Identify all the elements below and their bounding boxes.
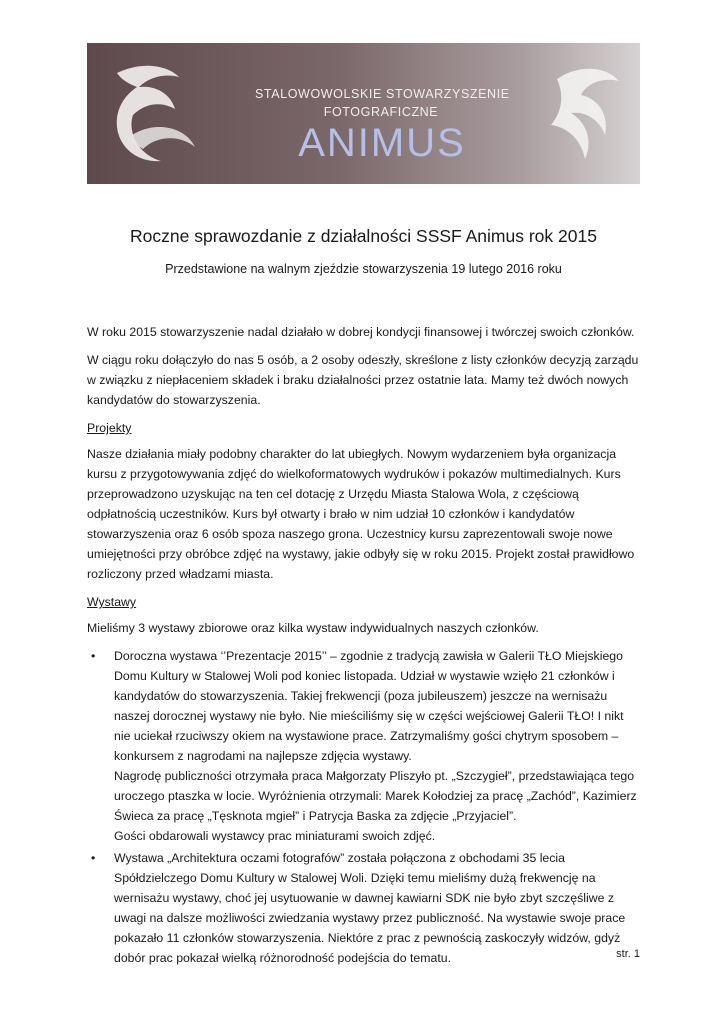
intro-paragraph-1: W roku 2015 stowarzyszenie nadal działało w dobrej kondycji finansowej i twórczej swoich członków. (87, 325, 635, 339)
exhibitions-intro: Mieliśmy 3 wystawy zbiorowe oraz kilka wystaw indywidualnych naszych członków. (87, 621, 539, 635)
exhibition-2-text: Wystawa „Architektura oczami fotografów” została połączona z obchodami 35 lecia Spółdzielczego Domu Kultury w Stalowej Woli. Dzięki temu mieliśmy dużą frekwencję na wernisażu wystawy, choć jej usytuowanie w dawnej kawiarni SDK nie było zbyt szczęśliwe z uwagi na dalsze możliwości zwiedzania wystawy przez publiczność. Na wystawie swoje prace pokazało 11 członków stowarzyszenia. Niektóre z prac z pewnością zaskoczyły widzów, gdyż dobór prac pokazał wielką różnorodność podejścia do tematu. (114, 851, 626, 965)
projects-paragraph: Nasze działania miały podobny charakter do lat ubiegłych. Nowym wydarzeniem była organizacja kursu z przygotowywania zdjęć do wielkoformatowych wydruków i pokazów multimedialnych. Kurs przeprowadzono uzyskując na ten cel dotację z Urzędu Miasta Stalowa Wola, z częściową odpłatnością uczestników. Kurs był otwarty i brało w nim udział 10 członków i kandydatów stowarzyszenia oraz 6 osób spoza naszego grona. Uczestnicy kursu zaprezentowali swoje nowe umiejętności przy obróbce zdjęć na wystawy, jakie odbyły się w roku 2015. Projekt został prawidłowo rozliczony przed władzami miasta. (87, 447, 635, 581)
banner-line-2: FOTOGRAFICZNE (323, 105, 439, 119)
page-number: str. 1 (616, 948, 640, 960)
exhibition-1-awards: Nagrodę publiczności otrzymała praca Małgorzaty Pliszyło pt. „Szczygieł”, przedstawiająca tego uroczego ptaszka w locie. Wyróżnienia otrzymali: Marek Kołodziej za pracę „Zachód”, Kazimierz Świeca za pracę „Tęsknota mgieł” i Patrycja Baska za zdjęcie „Przyjaciel”. (114, 769, 637, 823)
list-item (87, 646, 640, 846)
bullet-icon: • (91, 649, 96, 663)
exhibition-1-gifts: Gości obdarowali wystawcy prac miniaturami swoich zdjęć. (114, 829, 436, 843)
intro-paragraph-2: W ciągu roku dołączyło do nas 5 osób, a 2 osoby odeszły, skreślone z listy członków decyzją zarządu w związku z niepłaceniem składek i braku działalności przez ostatnie lata. Mamy też dwóch nowych kandydatów do stowarzyszenia. (87, 353, 639, 407)
banner-animus-wordmark: ANIMUS (298, 121, 466, 165)
left-bird-shape (117, 66, 179, 161)
exhibitions-list (87, 646, 640, 968)
document-subtitle: Przedstawione na walnym zjeździe stowarzyszenia 19 lutego 2016 roku (165, 262, 562, 276)
header-banner (87, 43, 640, 184)
banner-line-1: STALOWOWOLSKIE STOWARZYSZENIE (255, 87, 510, 101)
section-heading-projects: Projekty (87, 421, 132, 435)
list-item (87, 848, 640, 968)
document-body (87, 322, 640, 970)
document-title: Roczne sprawozdanie z działalności SSSF Animus rok 2015 (130, 226, 597, 246)
bullet-icon: • (91, 851, 96, 865)
right-bird-shape (551, 69, 619, 159)
exhibition-1-text: Doroczna wystawa ‘’Prezentacje 2015’’ – zgodnie z tradycją zawisła w Galerii TŁO Miejskiego Domu Kultury w Stalowej Woli pod koniec listopada. Udział w wystawie wzięło 21 członków i kandydatów do stowarzyszenia. Takiej frekwencji (poza jubileuszem) jeszcze na wernisażu naszej dorocznej wystawy nie było. Nie mieściliśmy się w części wejściowej Galerii TŁO! I nikt nie uciekał rzuciwszy okiem na wystawione prace. Zatrzymaliśmy gości chytrym sposobem – konkursem z nagrodami na najlepsze zdjęcia wystawy. (114, 649, 624, 763)
section-heading-exhibitions: Wystawy (87, 595, 137, 609)
